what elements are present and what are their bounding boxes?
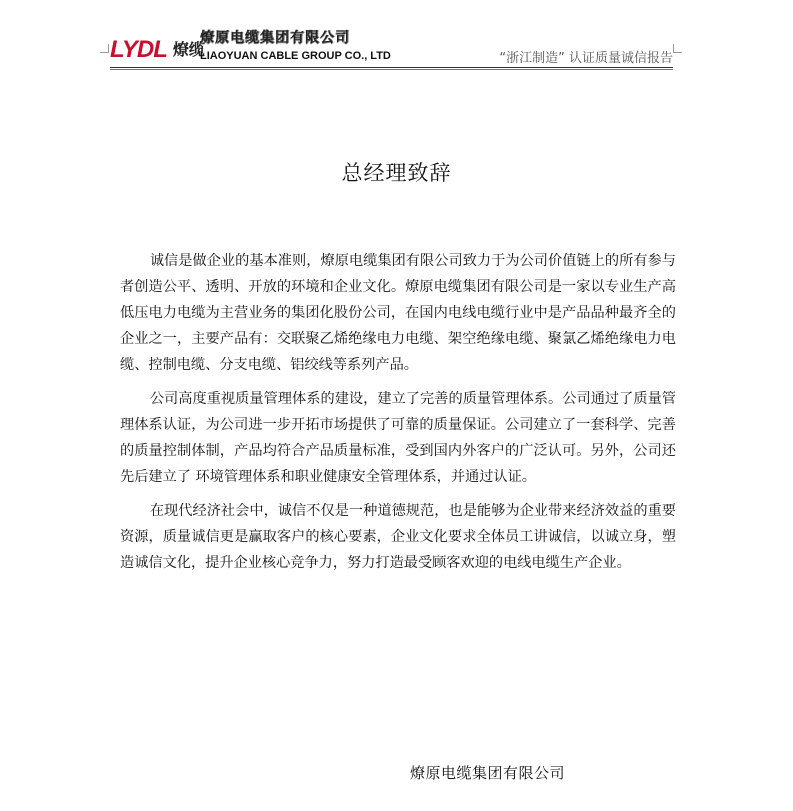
logo-mark: LYDL [110, 36, 167, 63]
body-paragraph: 在现代经济社会中，诚信不仅是一种道德规范，也是能够为企业带来经济效益的重要资源，质量诚信更是赢取客户的核心要素，企业文化要求全体员工讲诚信，以诚立身，塑造诚信文化，提升企业核心竞争力，努力打造最受顾客欢迎的电线电缆生产企业。 [120, 503, 676, 571]
company-logo [110, 30, 205, 70]
header-rule-secondary [110, 69, 673, 70]
document-body [120, 248, 676, 584]
logo-chinese-name: 燎缆 [172, 40, 205, 59]
body-paragraph: 公司高度重视质量管理体系的建设，建立了完善的质量管理体系。公司通过了质量管理体系认证，为公司进一步开拓市场提供了可靠的质量保证。公司建立了一套科学、完善的质量控制体制，产品均符合产品质量标准，受到国内外客户的广泛认可。另外，公司还先后建立了 环境管理体系和职业健康安全管理体系，并通过认证。 [120, 391, 676, 485]
body-paragraph: 诚信是做企业的基本准则，燎原电缆集团有限公司致力于为公司价值链上的所有参与者创造公平、透明、开放的环境和企业文化。燎原电缆集团有限公司是一家以专业生产高低压电力电缆为主营业务的集团化股份公司，在国内电线电缆行业中是产品品种最齐全的企业之一，主要产品有：交联聚乙烯绝缘电力电缆、架空绝缘电缆、聚氯乙烯绝缘电力电缆、控制电缆、分支电缆、铝绞线等系列产品。 [120, 253, 676, 373]
company-name-chinese: 燎原电缆集团有限公司 [200, 30, 350, 46]
company-name-english: LIAOYUAN CABLE GROUP CO., LTD [200, 50, 391, 62]
company-name-block [200, 30, 391, 63]
page-header [0, 0, 793, 72]
header-rule [110, 67, 673, 68]
crop-mark-top-left [100, 44, 109, 53]
crop-mark-top-right [673, 44, 682, 53]
signature-company: 燎原电缆集团有限公司 [410, 764, 566, 782]
report-title: “浙江制造” 认证质量诚信报告 [499, 51, 673, 66]
document-title: 总经理致辞 [341, 161, 452, 185]
